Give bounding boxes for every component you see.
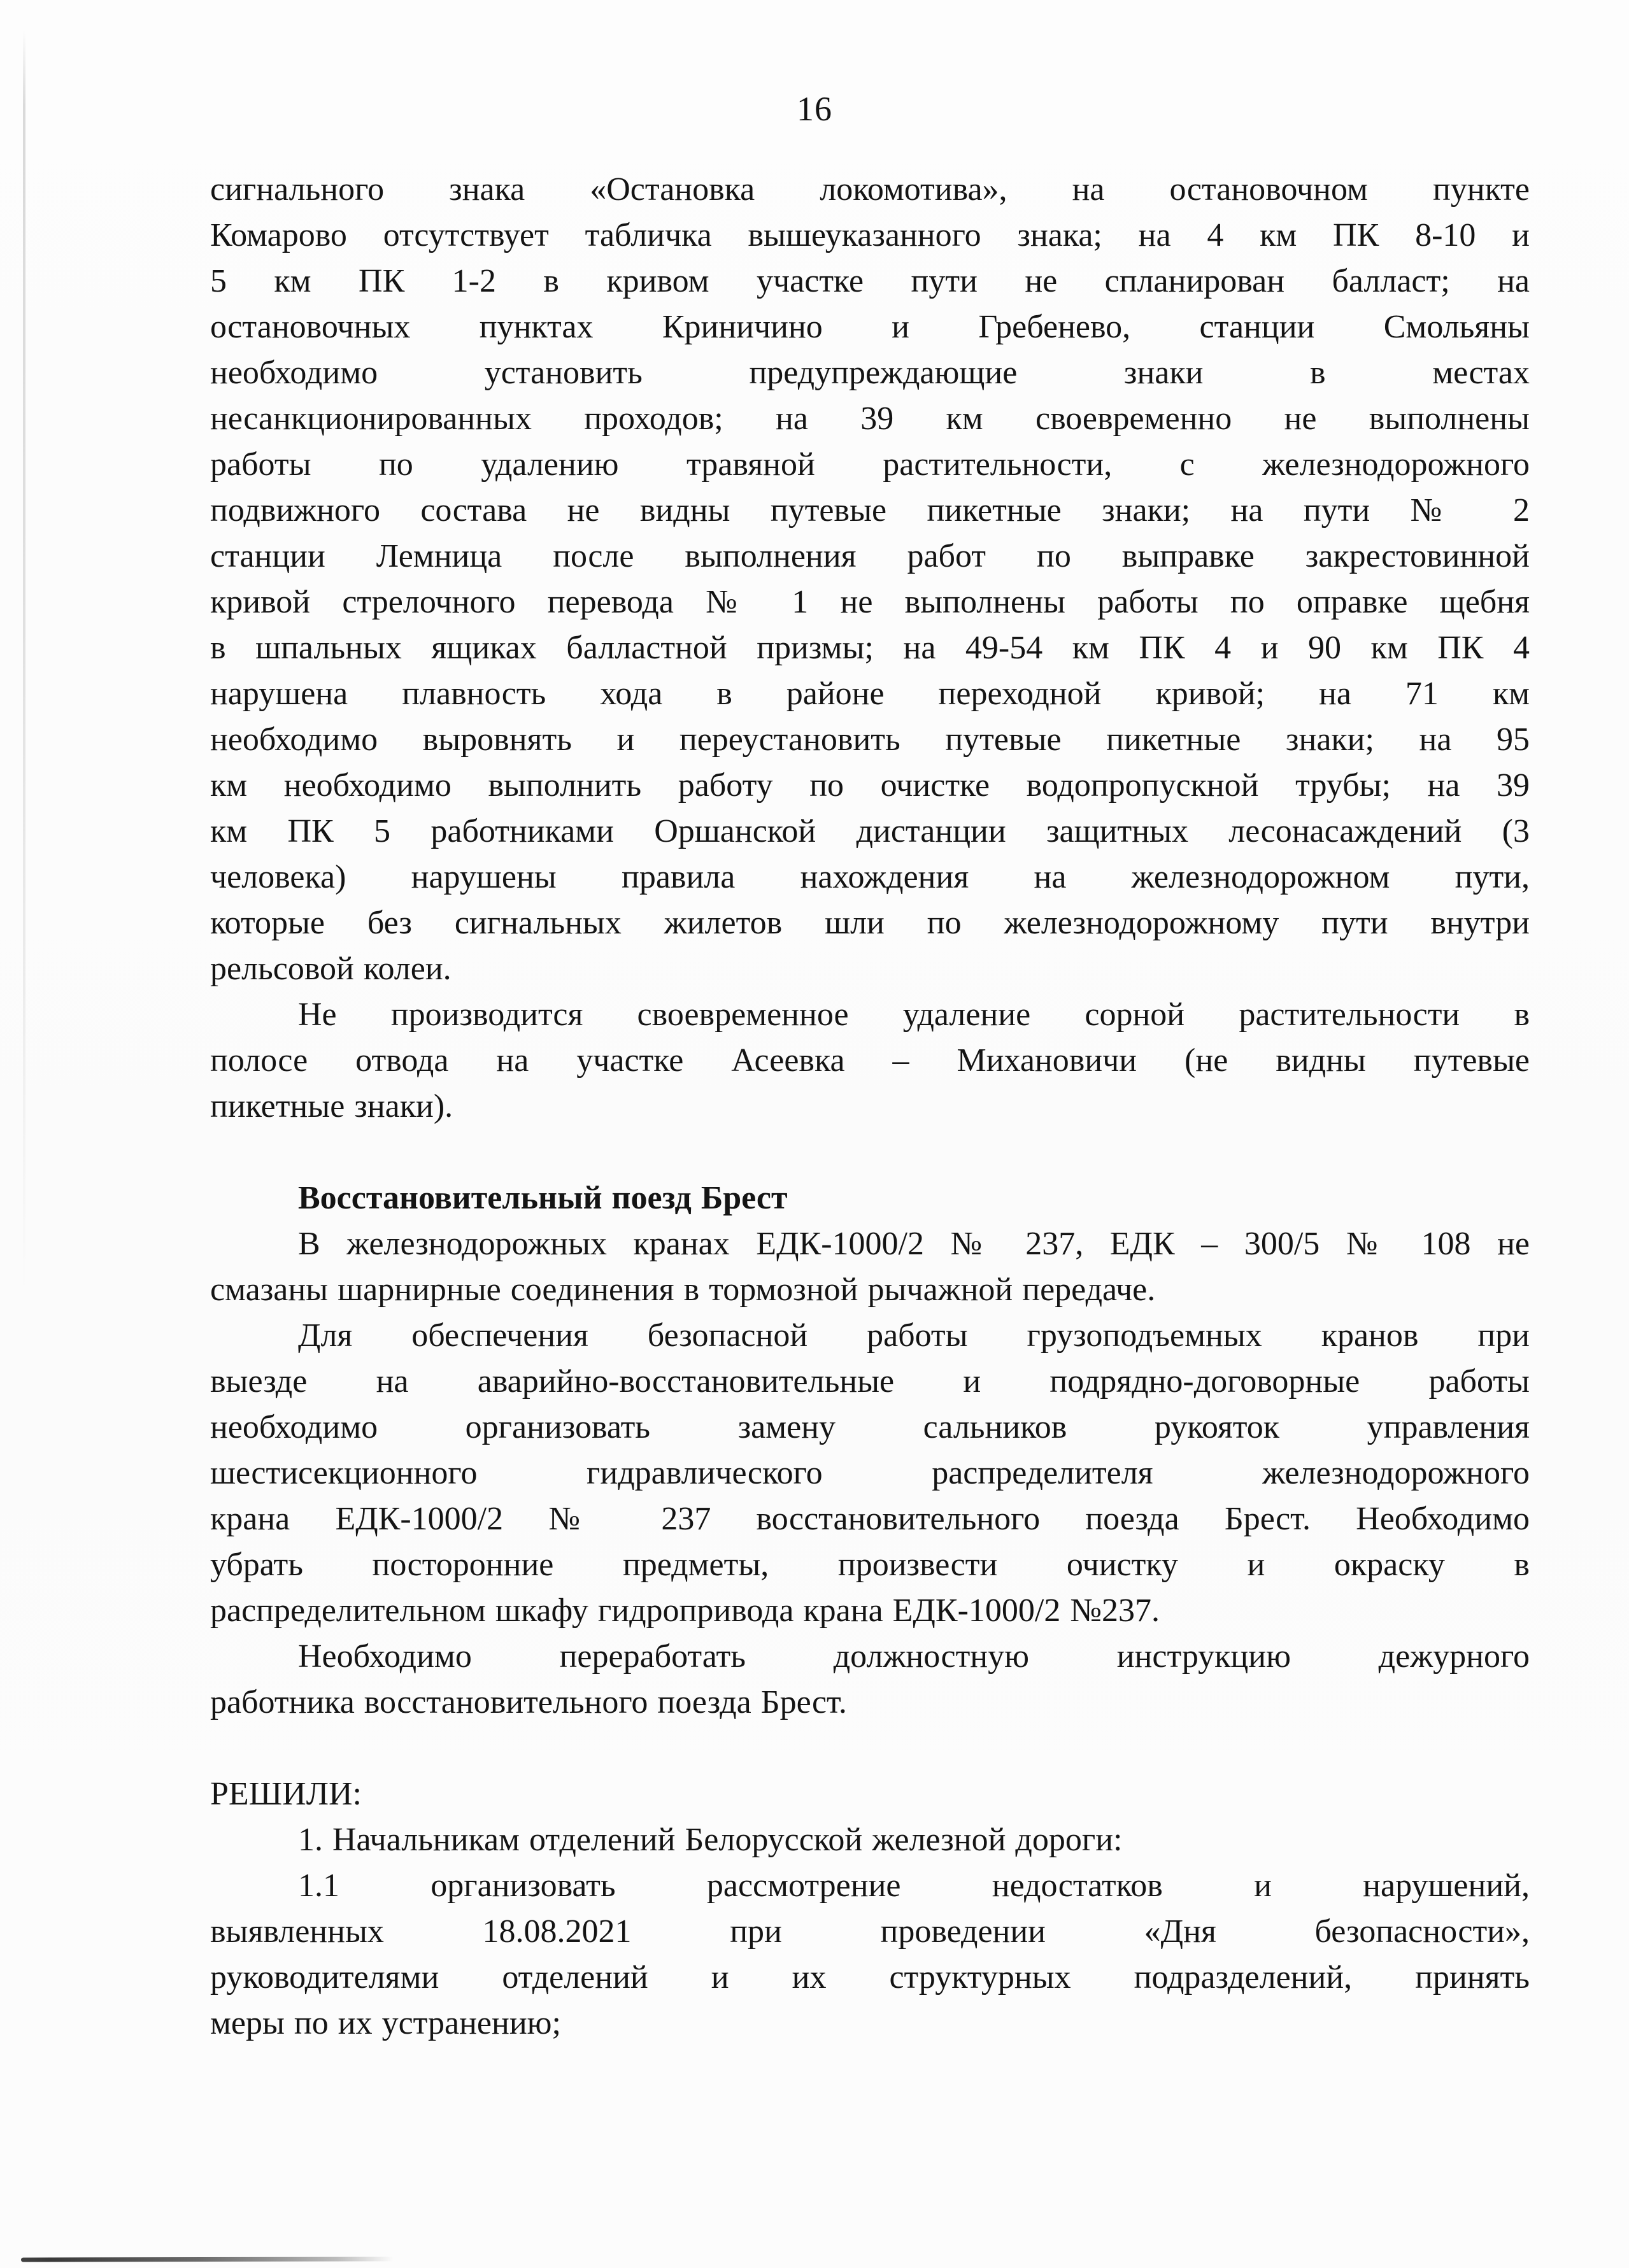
text-line: 1.1 организовать рассмотрение недостатков и нарушений, xyxy=(298,1868,1530,1904)
text-line: сигнального знака «Остановка локомотива», на остановочном пункте xyxy=(210,171,1530,208)
text-line: крана ЕДК-1000/2 № 237 восстановительного поезда Брест. Необходимо xyxy=(210,1501,1530,1537)
text-line: шестисекционного гидравлического распределителя железнодорожного xyxy=(210,1455,1530,1491)
text-line: 5 км ПК 1-2 в кривом участке пути не спланирован балласт; на xyxy=(210,263,1530,299)
text-line: Для обеспечения безопасной работы грузоподъемных кранов при xyxy=(298,1317,1530,1354)
paragraph xyxy=(210,1863,1530,2046)
paragraph xyxy=(210,1771,1530,1817)
text-line: кривой стрелочного перевода № 1 не выполнены работы по оправке щебня xyxy=(210,584,1530,620)
text-line: км необходимо выполнить работу по очистке водопропускной трубы; на 39 xyxy=(210,767,1530,804)
paragraph xyxy=(210,1313,1530,1634)
text-line: нарушена плавность хода в районе переходной кривой; на 71 км xyxy=(210,676,1530,712)
text-line: станции Лемница после выполнения работ по выправке закрестовинной xyxy=(210,538,1530,574)
text-line: полосе отвода на участке Асеевка – Михановичи (не видны путевые xyxy=(210,1042,1530,1079)
text-line: необходимо выровнять и переустановить путевые пикетные знаки; на 95 xyxy=(210,721,1530,758)
text-line: необходимо установить предупреждающие знаки в местах xyxy=(210,355,1530,391)
paragraph xyxy=(210,1221,1530,1313)
text-line: остановочных пунктах Криничино и Гребенево, станции Смольяны xyxy=(210,309,1530,345)
text-line: км ПК 5 работниками Оршанской дистанции защитных лесонасаждений (3 xyxy=(210,813,1530,849)
text-line: В железнодорожных кранах ЕДК-1000/2 № 237, ЕДК – 300/5 № 108 не xyxy=(298,1226,1530,1262)
page-number: 16 xyxy=(797,90,832,128)
text-line: выезде на аварийно-восстановительные и подрядно-договорные работы xyxy=(210,1363,1530,1400)
scan-smudge-artifact xyxy=(21,2257,394,2262)
text-line: убрать посторонние предметы, произвести очистку и окраску в xyxy=(210,1547,1530,1583)
text-line: необходимо организовать замену сальников рукояток управления xyxy=(210,1409,1530,1445)
text-line: работы по удалению травяной растительности, с железнодорожного xyxy=(210,446,1530,483)
text-line: подвижного состава не видны путевые пикетные знаки; на пути № 2 xyxy=(210,492,1530,528)
paragraph-gap xyxy=(210,1130,1530,1175)
text-line: Восстановительный поезд Брест xyxy=(298,1180,788,1216)
text-line: РЕШИЛИ: xyxy=(210,1776,362,1812)
section-heading xyxy=(210,1175,1530,1221)
paragraph xyxy=(210,1634,1530,1726)
text-line: рельсовой колеи. xyxy=(210,951,452,987)
text-line: работника восстановительного поезда Брест. xyxy=(210,1684,847,1720)
text-line: которые без сигнальных жилетов шли по железнодорожному пути внутри xyxy=(210,905,1530,941)
text-line: несанкционированных проходов; на 39 км своевременно не выполнены xyxy=(210,400,1530,437)
text-line: 1. Начальникам отделений Белорусской железной дороги: xyxy=(298,1822,1123,1858)
paragraph xyxy=(210,167,1530,992)
text-line: Не производится своевременное удаление сорной растительности в xyxy=(298,996,1530,1033)
text-line: руководителями отделений и их структурных подразделений, принять xyxy=(210,1959,1530,1995)
text-line: пикетные знаки). xyxy=(210,1088,453,1124)
scan-fold-artifact xyxy=(23,31,25,1291)
paragraph xyxy=(210,1817,1530,1863)
text-line: Необходимо переработать должностную инструкцию дежурного xyxy=(298,1638,1530,1675)
text-line: выявленных 18.08.2021 при проведении «Дня безопасности», xyxy=(210,1913,1530,1950)
text-line: человека) нарушены правила нахождения на железнодорожном пути, xyxy=(210,859,1530,895)
text-line: меры по их устранению; xyxy=(210,2005,561,2041)
paragraph xyxy=(210,992,1530,1130)
text-line: распределительном шкафу гидропривода крана ЕДК-1000/2 №237. xyxy=(210,1592,1160,1629)
document-body xyxy=(210,167,1530,2046)
text-line: смазаны шарнирные соединения в тормозной рычажной передаче. xyxy=(210,1272,1156,1308)
text-line: Комарово отсутствует табличка вышеуказанного знака; на 4 км ПК 8-10 и xyxy=(210,217,1530,253)
paragraph-gap xyxy=(210,1726,1530,1771)
text-line: в шпальных ящиках балластной призмы; на 49-54 км ПК 4 и 90 км ПК 4 xyxy=(210,630,1530,666)
